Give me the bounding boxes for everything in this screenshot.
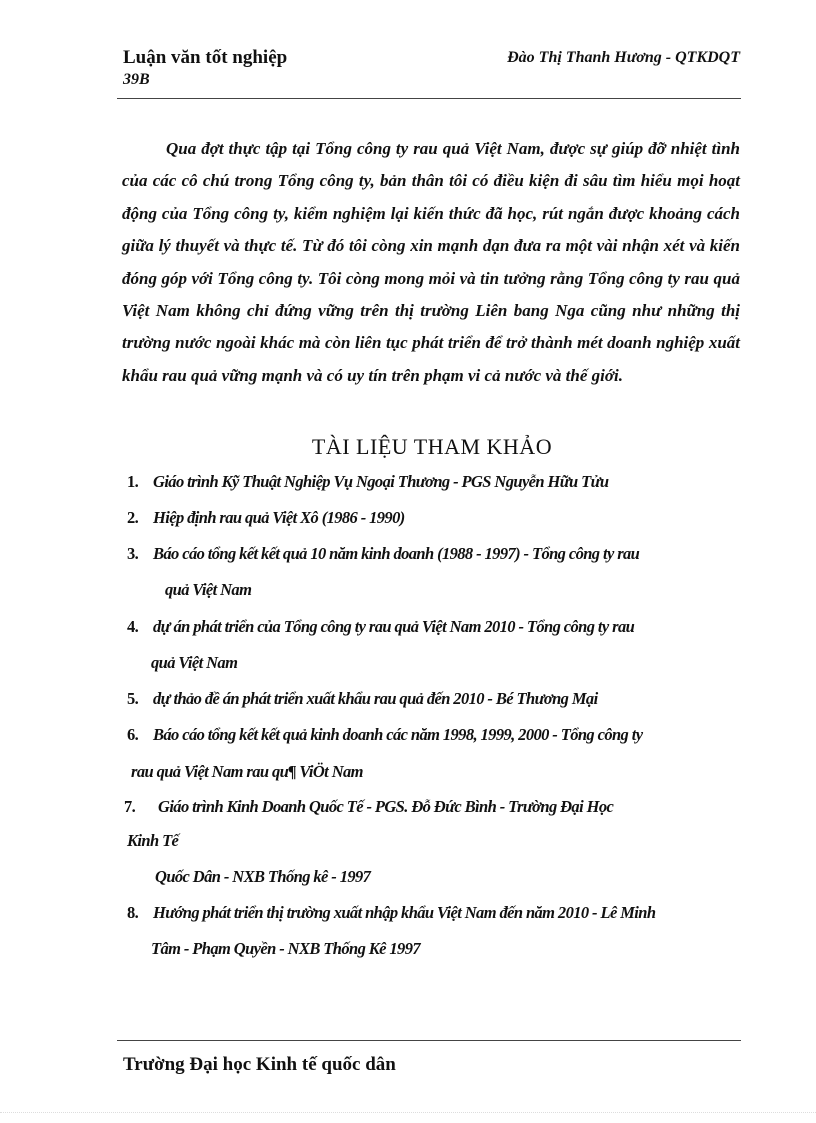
header-subtitle: 39B <box>123 71 150 88</box>
footer-divider <box>117 1040 741 1041</box>
reference-number: 5. <box>127 689 139 708</box>
page-edge <box>0 1112 816 1113</box>
reference-line <box>165 580 251 600</box>
reference-text: dự thảo đề án phát triển xuất khẩu rau quả đến 2010 - Bé Thương Mại <box>153 689 598 708</box>
reference-text: quả Việt Nam <box>165 580 252 599</box>
reference-line <box>127 725 642 745</box>
reference-line <box>151 939 420 959</box>
reference-text: dự án phát triển của Tổng công ty rau quả Việt Nam 2010 - Tổng công ty rau <box>153 617 635 636</box>
reference-text: Kinh Tế <box>127 831 179 850</box>
references-title: TÀI LIỆU THAM KHẢO <box>311 434 553 459</box>
reference-line <box>127 903 655 923</box>
reference-line <box>127 544 639 564</box>
body-paragraph: Qua đợt thực tập tại Tổng công ty rau quả Việt Nam, được sự giúp đỡ nhiệt tình của các cô chú trong Tổng công ty, bản thân tôi có điều kiện đi sâu tìm hiểu mọi hoạt động của Tổng công ty, kiểm nghiệm lại kiến thức đã học, rút ngắn được khoảng cách giữa lý thuyết và thực tế. Từ đó tôi còng xin mạnh dạn đưa ra một vài nhận xét và kiến đóng góp với Tổng công ty. Tôi còng mong mỏi và tin tưởng rằng Tổng công ty rau quả Việt Nam không chỉ đứng vững trên thị trường Liên bang Nga cũng như những thị trường nước ngoài khác mà còn liên tục phát triển để trở thành mét doanh nghiệp xuất khẩu rau quả vững mạnh và có uy tín trên phạm vi cả nước và thế giới. <box>122 139 740 385</box>
reference-number: 8. <box>127 903 139 922</box>
reference-text: quả Việt Nam <box>151 653 238 672</box>
header-author: Đào Thị Thanh Hương - QTKDQT <box>507 49 740 66</box>
reference-text: Tâm - Phạm Quyền - NXB Thống Kê 1997 <box>151 939 420 958</box>
header-divider <box>117 98 741 99</box>
reference-line <box>127 689 598 709</box>
reference-text: Hiệp định rau quả Việt Xô (1986 - 1990) <box>153 508 405 527</box>
reference-line <box>124 797 613 817</box>
header-title: Luận văn tốt nghiệp <box>123 47 288 68</box>
reference-line <box>127 831 178 851</box>
reference-line <box>131 762 363 782</box>
footer-text: Trường Đại học Kinh tế quốc dân <box>123 1054 396 1075</box>
reference-text: Hướng phát triển thị trường xuất nhập khẩu Việt Nam đến năm 2010 - Lê Minh <box>153 903 656 922</box>
reference-number: 4. <box>127 617 139 636</box>
reference-line <box>155 867 370 887</box>
reference-line <box>127 472 608 492</box>
reference-number: 3. <box>127 544 139 563</box>
reference-text: Báo cáo tổng kết kết quả 10 năm kinh doanh (1988 - 1997) - Tổng công ty rau <box>153 544 640 563</box>
header-title-block <box>123 47 287 91</box>
reference-number: 2. <box>127 508 139 527</box>
reference-text: Quốc Dân - NXB Thống kê - 1997 <box>155 867 371 886</box>
reference-text: Giáo trình Kinh Doanh Quốc Tế - PGS. Đỗ Đức Bình - Trường Đại Học <box>158 797 614 816</box>
reference-text: Báo cáo tổng kết kết quả kinh doanh các năm 1998, 1999, 2000 - Tổng công ty <box>153 725 643 744</box>
reference-line <box>127 617 634 637</box>
reference-number: 6. <box>127 725 139 744</box>
reference-line <box>127 508 405 528</box>
reference-text: Giáo trình Kỹ Thuật Nghiệp Vụ Ngoại Thương - PGS Nguyễn Hữu Tửu <box>153 472 609 491</box>
reference-number: 7. <box>124 797 136 816</box>
reference-line <box>151 653 237 673</box>
reference-number: 1. <box>127 472 139 491</box>
reference-text: rau quả Việt Nam rau qu¶ ViÖt Nam <box>131 762 363 781</box>
